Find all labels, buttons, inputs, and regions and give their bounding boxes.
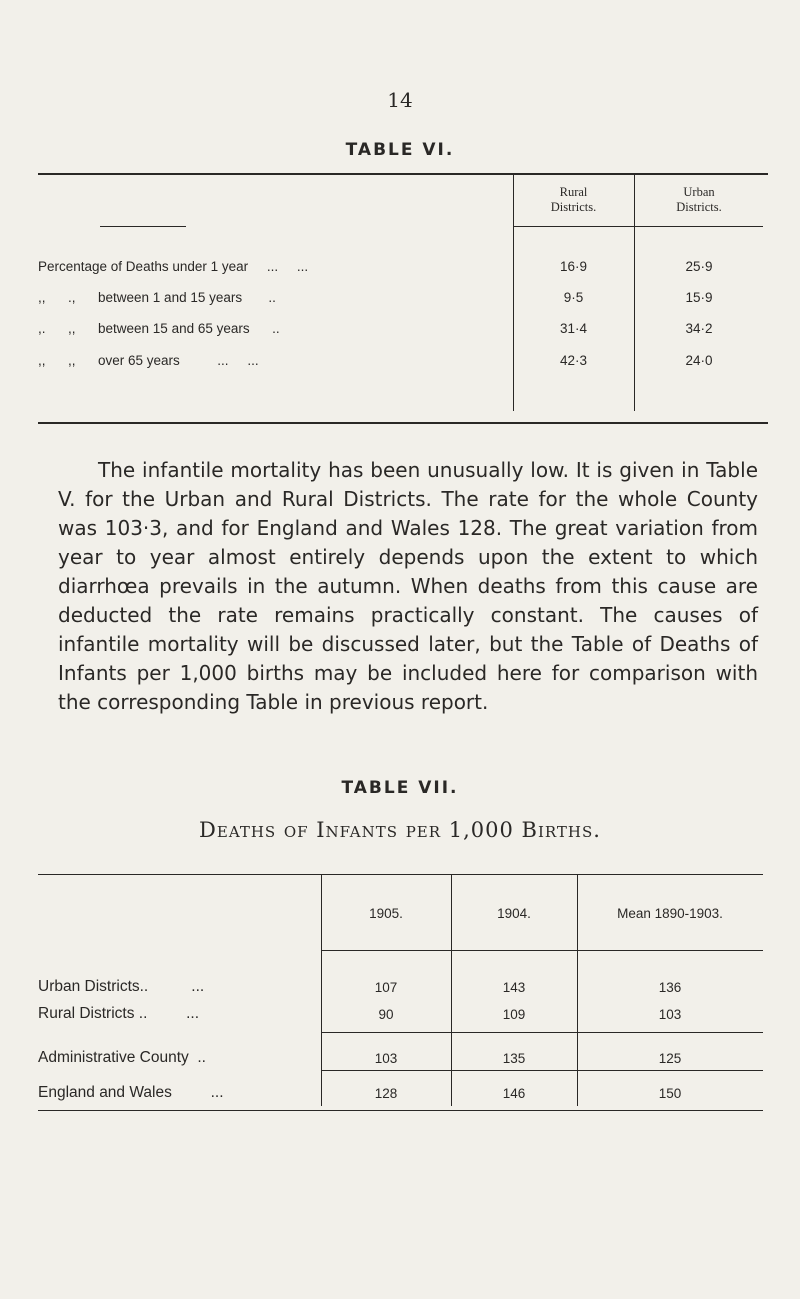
table-vii-header-1904: 1904. — [497, 906, 531, 921]
table-vi-urban-value: 24·0 — [685, 353, 713, 368]
table-vi-header-urban: Urban Districts. — [676, 185, 722, 214]
table-vii-value-1904: 109 — [502, 1007, 526, 1022]
table-vii-row-rule — [321, 1070, 763, 1071]
table-vi-header-rural: Rural Districts. — [550, 185, 597, 214]
table-vi-row-label: ,. ,, between 15 and 65 years .. — [38, 321, 280, 336]
table-vii-value-mean: 136 — [658, 980, 682, 995]
table-vii — [38, 874, 763, 1114]
table-vii-header-1905: 1905. — [369, 906, 403, 921]
table-vi-rural-value: 42·3 — [559, 353, 588, 368]
table-vii-value-1905: 107 — [374, 980, 398, 995]
table-vi-rural-value: 31·4 — [559, 321, 588, 336]
table-vii-value-1904: 146 — [502, 1086, 526, 1101]
body-paragraph: The infantile mortality has been unusually low. It is given in Table V. for the Urban and Rural Districts. The rate for the whole County was 103·3, and for England and Wales 128. The great variation from year to year almost entirely depends upon the extent to which diarrhœa prevails in the autumn. When deaths from this cause are deducted the rate remains practically constant. The causes of infantile mortality will be discussed later, but the Table of Deaths of Infants per 1,000 births may be included here for comparison with the corresponding Table in previous report. — [58, 458, 758, 714]
table-vii-row-label: Rural Districts .. ... — [38, 1005, 200, 1022]
table-vi-bottom-rule — [38, 422, 768, 424]
table-vii-value-1905: 103 — [374, 1051, 398, 1066]
table-vi-top-rule — [38, 173, 768, 175]
table-vii-subtitle: Deaths of Infants per 1,000 Births. — [199, 818, 601, 842]
table-vii-row-label: England and Wales ... — [38, 1084, 224, 1101]
table-vii-value-1905: 90 — [378, 1007, 394, 1022]
table-vii-row-label: Administrative County .. — [38, 1049, 206, 1066]
table-vii-value-mean: 103 — [658, 1007, 682, 1022]
table-vi-urban-value: 34·2 — [685, 321, 713, 336]
table-vi-row-label: Percentage of Deaths under 1 year ... ... — [38, 259, 309, 274]
table-vi — [38, 173, 768, 427]
table-vii-row-label: Urban Districts.. ... — [38, 978, 205, 995]
table-vii-value-mean: 125 — [658, 1051, 682, 1066]
table-vi-urban-value: 25·9 — [685, 259, 713, 274]
table-vii-value-1905: 128 — [374, 1086, 398, 1101]
table-vi-row-label: ,, ., between 1 and 15 years .. — [38, 290, 276, 305]
table-vi-rural-value: 9·5 — [563, 290, 584, 305]
table-vi-title: TABLE VI. — [345, 140, 455, 160]
table-vii-header-mean: Mean 1890-1903. — [617, 906, 723, 921]
table-vii-row-rule — [321, 1032, 763, 1033]
table-vi-urban-value: 15·9 — [685, 290, 713, 305]
table-vii-value-1904: 135 — [502, 1051, 526, 1066]
page-number: 14 — [387, 88, 413, 112]
table-vii-title: TABLE VII. — [341, 778, 459, 798]
table-vi-header-rule-left — [100, 226, 186, 227]
table-vi-rural-value: 16·9 — [559, 259, 588, 274]
table-vii-header-rule — [321, 950, 763, 951]
table-vii-bottom-rule — [38, 1110, 763, 1111]
table-vii-value-1904: 143 — [502, 980, 526, 995]
table-vi-header-rule — [513, 226, 763, 227]
table-vii-value-mean: 150 — [658, 1086, 682, 1101]
table-vii-top-rule — [38, 874, 763, 875]
table-vi-row-label: ,, ,, over 65 years ... ... — [38, 353, 259, 368]
